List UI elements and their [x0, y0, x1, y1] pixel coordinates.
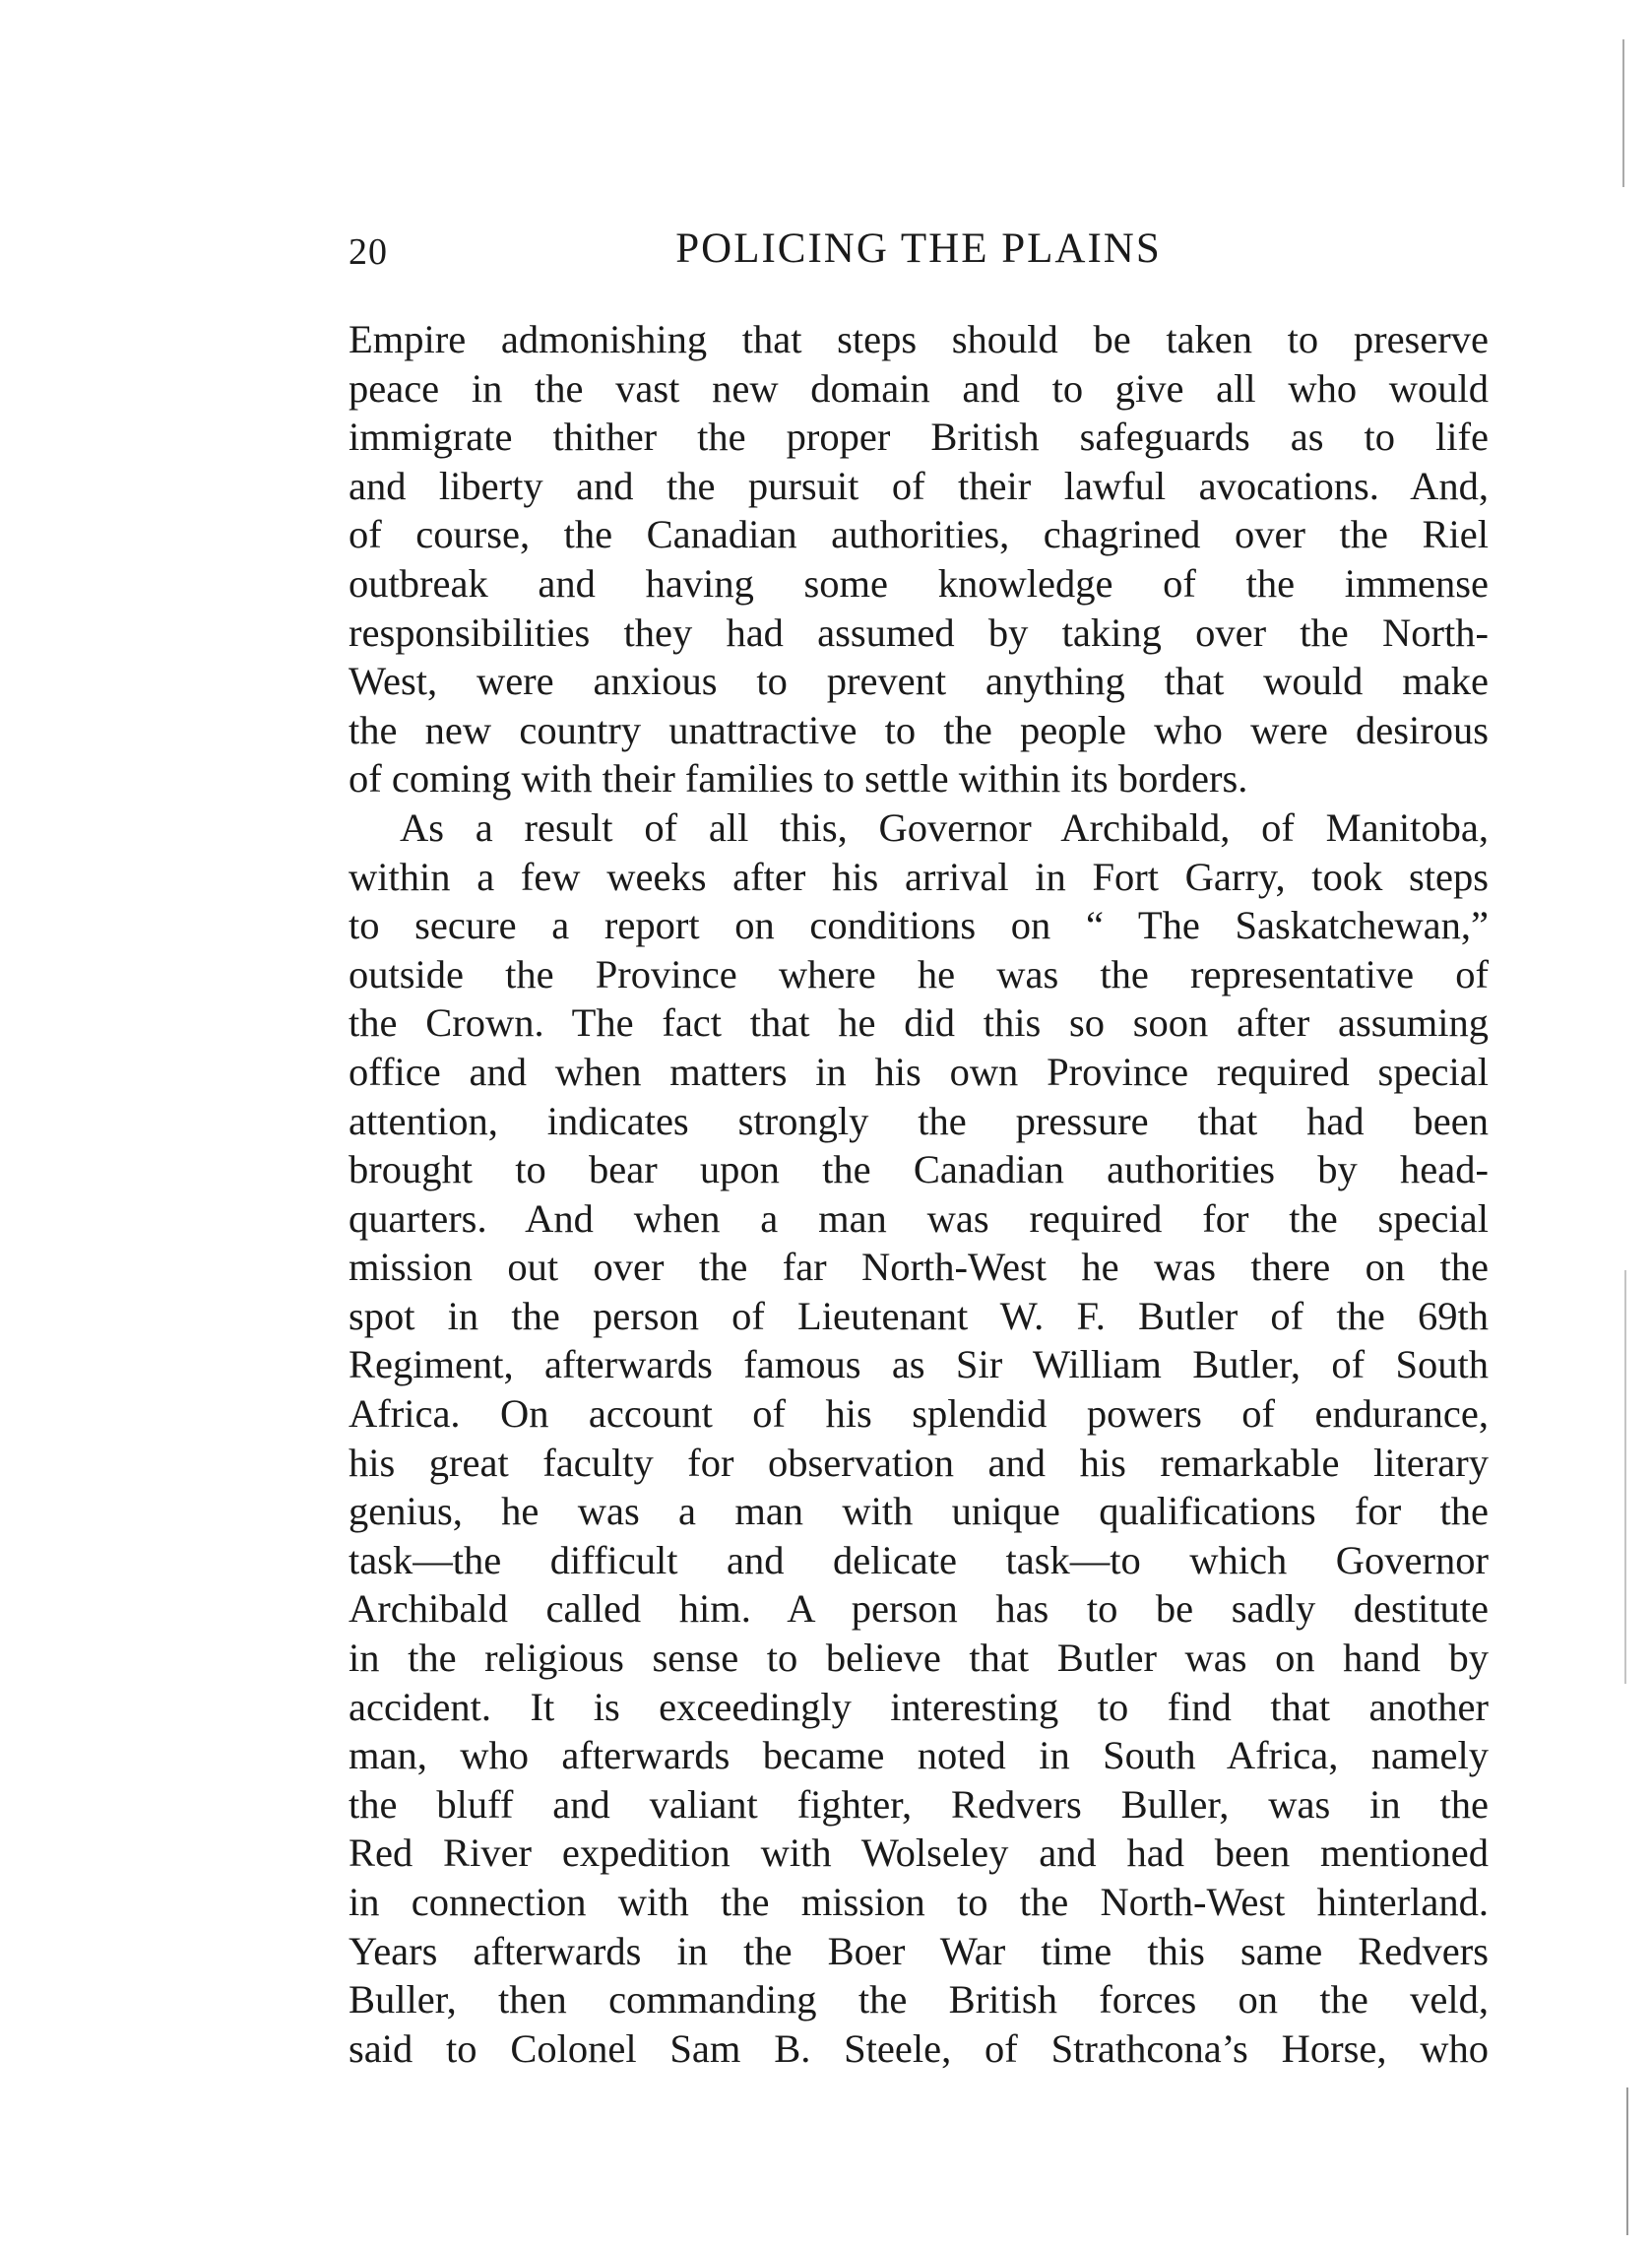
text-line: of coming with their families to settle within its borders. — [349, 756, 1248, 802]
text-line: within a few weeks after his arrival in Fort Garry, took steps — [349, 854, 1489, 899]
text-line: his great faculty for observation and his remarkable literary — [349, 1440, 1489, 1485]
text-line: mission out over the far North-West he was there on the — [349, 1245, 1489, 1290]
text-line: Archibald called him. A person has to be sadly destitute — [349, 1586, 1489, 1632]
text-line: outbreak and having some knowledge of the immense — [349, 560, 1489, 606]
text-line: the Crown. The fact that he did this so soon after assuming — [349, 1000, 1489, 1046]
text-line: spot in the person of Lieutenant W. F. Butler of the 69th — [349, 1293, 1489, 1338]
text-line: Africa. On account of his splendid powers of endurance, — [349, 1391, 1489, 1437]
scan-edge-mark — [1626, 2087, 1628, 2235]
running-head: POLICING THE PLAINS — [675, 225, 1162, 272]
text-line: the new country unattractive to the people who were desirous — [349, 707, 1489, 752]
text-line: of course, the Canadian authorities, chagrined over the Riel — [349, 512, 1489, 557]
text-line: attention, indicates strongly the pressure that had been — [349, 1098, 1489, 1143]
text-line: As a result of all this, Governor Archibald, of Manitoba, — [400, 804, 1489, 850]
text-line: and liberty and the pursuit of their lawful avocations. And, — [349, 463, 1489, 508]
scan-edge-mark — [1624, 1270, 1626, 1684]
text-line: man, who afterwards became noted in South Africa, namely — [349, 1733, 1489, 1778]
text-line: West, were anxious to prevent anything that would make — [349, 659, 1489, 704]
text-line: genius, he was a man with unique qualifications for the — [349, 1489, 1489, 1534]
text-line: said to Colonel Sam B. Steele, of Strathcona’s Horse, who — [349, 2025, 1489, 2071]
page-header — [349, 225, 1489, 284]
text-line: peace in the vast new domain and to give all who would — [349, 365, 1489, 411]
scan-edge-mark — [1622, 39, 1624, 187]
page-number: 20 — [349, 231, 388, 273]
text-line: Regiment, afterwards famous as Sir William Butler, of South — [349, 1342, 1489, 1387]
paragraph — [349, 315, 1489, 803]
text-line: accident. It is exceedingly interesting to find that another — [349, 1684, 1489, 1729]
body-text — [349, 315, 1489, 2073]
text-line: the bluff and valiant fighter, Redvers Buller, was in the — [349, 1781, 1489, 1827]
text-line: outside the Province where he was the representative of — [349, 951, 1489, 996]
text-line: task—the difficult and delicate task—to which Governor — [349, 1537, 1489, 1582]
text-line: office and when matters in his own Province required special — [349, 1049, 1489, 1094]
paragraph — [349, 803, 1489, 2073]
text-line: Buller, then commanding the British forces on the veld, — [349, 1977, 1489, 2022]
text-line: brought to bear upon the Canadian authorities by head- — [349, 1147, 1489, 1192]
text-line: responsibilities they had assumed by taking over the North- — [349, 610, 1489, 655]
text-line: Years afterwards in the Boer War time this same Redvers — [349, 1928, 1489, 1973]
text-line: quarters. And when a man was required for the special — [349, 1195, 1489, 1241]
text-line: to secure a report on conditions on “ The Saskatchewan,” — [349, 903, 1489, 948]
text-line: Empire admonishing that steps should be taken to preserve — [349, 317, 1489, 361]
text-line: in connection with the mission to the North-West hinterland. — [349, 1880, 1489, 1924]
text-line: Red River expedition with Wolseley and had been mentioned — [349, 1830, 1489, 1876]
text-line: in the religious sense to believe that Butler was on hand by — [349, 1636, 1489, 1681]
text-line: immigrate thither the proper British safeguards as to life — [349, 415, 1489, 460]
